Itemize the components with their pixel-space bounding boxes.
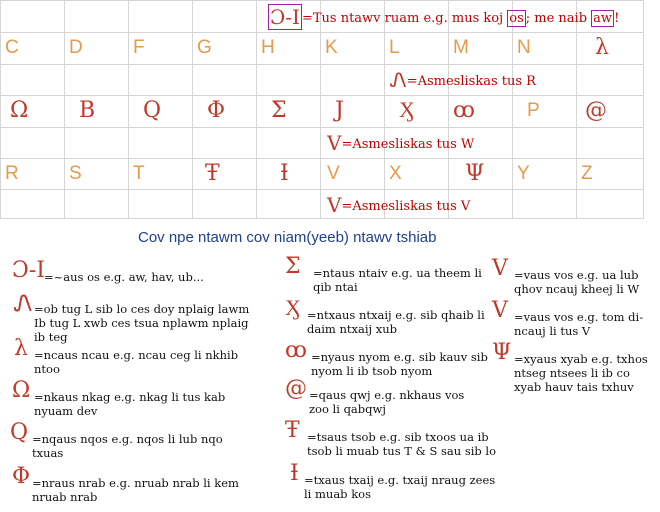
legend-item: Ӽ =ntxaus ntxaij e.g. sib qhaib li daim ntxaij xub [285, 296, 485, 336]
letter-k: K [325, 37, 338, 58]
note-w: V=Asmesliskas tus W [327, 131, 475, 155]
letter-x: X [389, 163, 402, 184]
letter-phi: Φ [207, 98, 226, 123]
legend-item: λ =ncaus ncau e.g. ncau ceg li nkhib ntoo [14, 336, 239, 376]
legend-item: @ =qaus qwj e.g. nkhaus vos zoo li qabqwj [285, 376, 465, 416]
legend-item: Ʃ =ntaus ntaiv e.g. ua theem li qib ntai [285, 254, 482, 294]
letter-z: Z [581, 163, 593, 184]
letter-omega: Ω [10, 98, 29, 123]
legend-item: Ŧ =tsaus tsob e.g. sib txoos ua ib tsob li muab tus T & S sau sib lo [285, 418, 497, 458]
letter-t: T [133, 163, 145, 184]
letter-sigma: Ʃ [271, 98, 287, 123]
letter-lambda: λ [595, 35, 609, 60]
letter-h: H [261, 37, 275, 58]
letter-d: D [69, 37, 83, 58]
letter-j: J [335, 98, 344, 123]
legend-item: Ɔ-I =~aus os e.g. aw, hav, ub... [12, 258, 204, 284]
letter-q: Q [143, 98, 162, 123]
letter-m: M [453, 37, 469, 58]
legend-item: Ω =nkaus nkag e.g. nkag li tus kab nyuam dev [12, 378, 226, 418]
letter-tx: Ɨ [280, 161, 289, 186]
w-symbol: V [327, 131, 342, 155]
legend-item: Ꮑ =ob tug L sib lo ces doy nplaig lawm Ib tug L xwb ces tsua nplawm nplaig ib teg [14, 292, 250, 344]
letter-s: S [69, 163, 82, 184]
legend-item: ꝏ =nyaus nyom e.g. sib kauv sib nyom li ib tsob nyom [285, 338, 488, 378]
letter-f: F [133, 37, 145, 58]
ll-symbol: Ꮑ [390, 68, 407, 92]
letter-psi: Ψ [465, 161, 485, 186]
v-symbol: V [327, 193, 342, 217]
letter-c: C [5, 37, 19, 58]
legend-item: V =vaus vos e.g. tom di-ncauj li tus V [492, 298, 644, 338]
legend-heading: Cov npe ntawm cov niam(yeeb) ntawv tshiab [138, 229, 437, 246]
legend-item: Ɨ =txaus txaij e.g. txaij nraug zees li muab kos [290, 461, 496, 501]
letter-ts: Ŧ [205, 161, 220, 186]
legend-item: Q =nqaus nqos e.g. nqos li lub nqo txuas [10, 420, 223, 460]
letter-g: G [197, 37, 212, 58]
letter-b: B [79, 98, 96, 123]
letter-n: N [517, 37, 531, 58]
legend-item: Φ =nraus nrab e.g. nruab nrab li kem nruab nrab [12, 464, 239, 504]
note-r: Ꮑ=Asmesliskas tus R [390, 68, 536, 92]
legend-item: Ψ =xyaus xyab e.g. txhos ntseg ntsees li ib co xyab hauv tais txhuv [492, 340, 648, 394]
legend-item: V =vaus vos e.g. ua lub qhov ncauj kheej li W [492, 256, 640, 296]
alphabet-grid [0, 0, 644, 218]
letter-oo: ꝏ [453, 98, 475, 123]
letter-p: P [527, 100, 540, 121]
letter-q-circle: @ [585, 98, 607, 123]
letter-r: R [5, 163, 19, 184]
letter-v: V [327, 163, 340, 184]
letter-y: Y [517, 163, 530, 184]
silent-letter-symbol: Ɔ-I [270, 5, 300, 29]
letter-x-bar: Ӽ [399, 98, 415, 123]
note-v: V=Asmesliskas tus V [327, 193, 471, 217]
header-note: Ɔ-I =Tus ntawv ruam e.g. mus koj os ; me naib aw ! [270, 5, 620, 29]
letter-l: L [389, 37, 400, 58]
